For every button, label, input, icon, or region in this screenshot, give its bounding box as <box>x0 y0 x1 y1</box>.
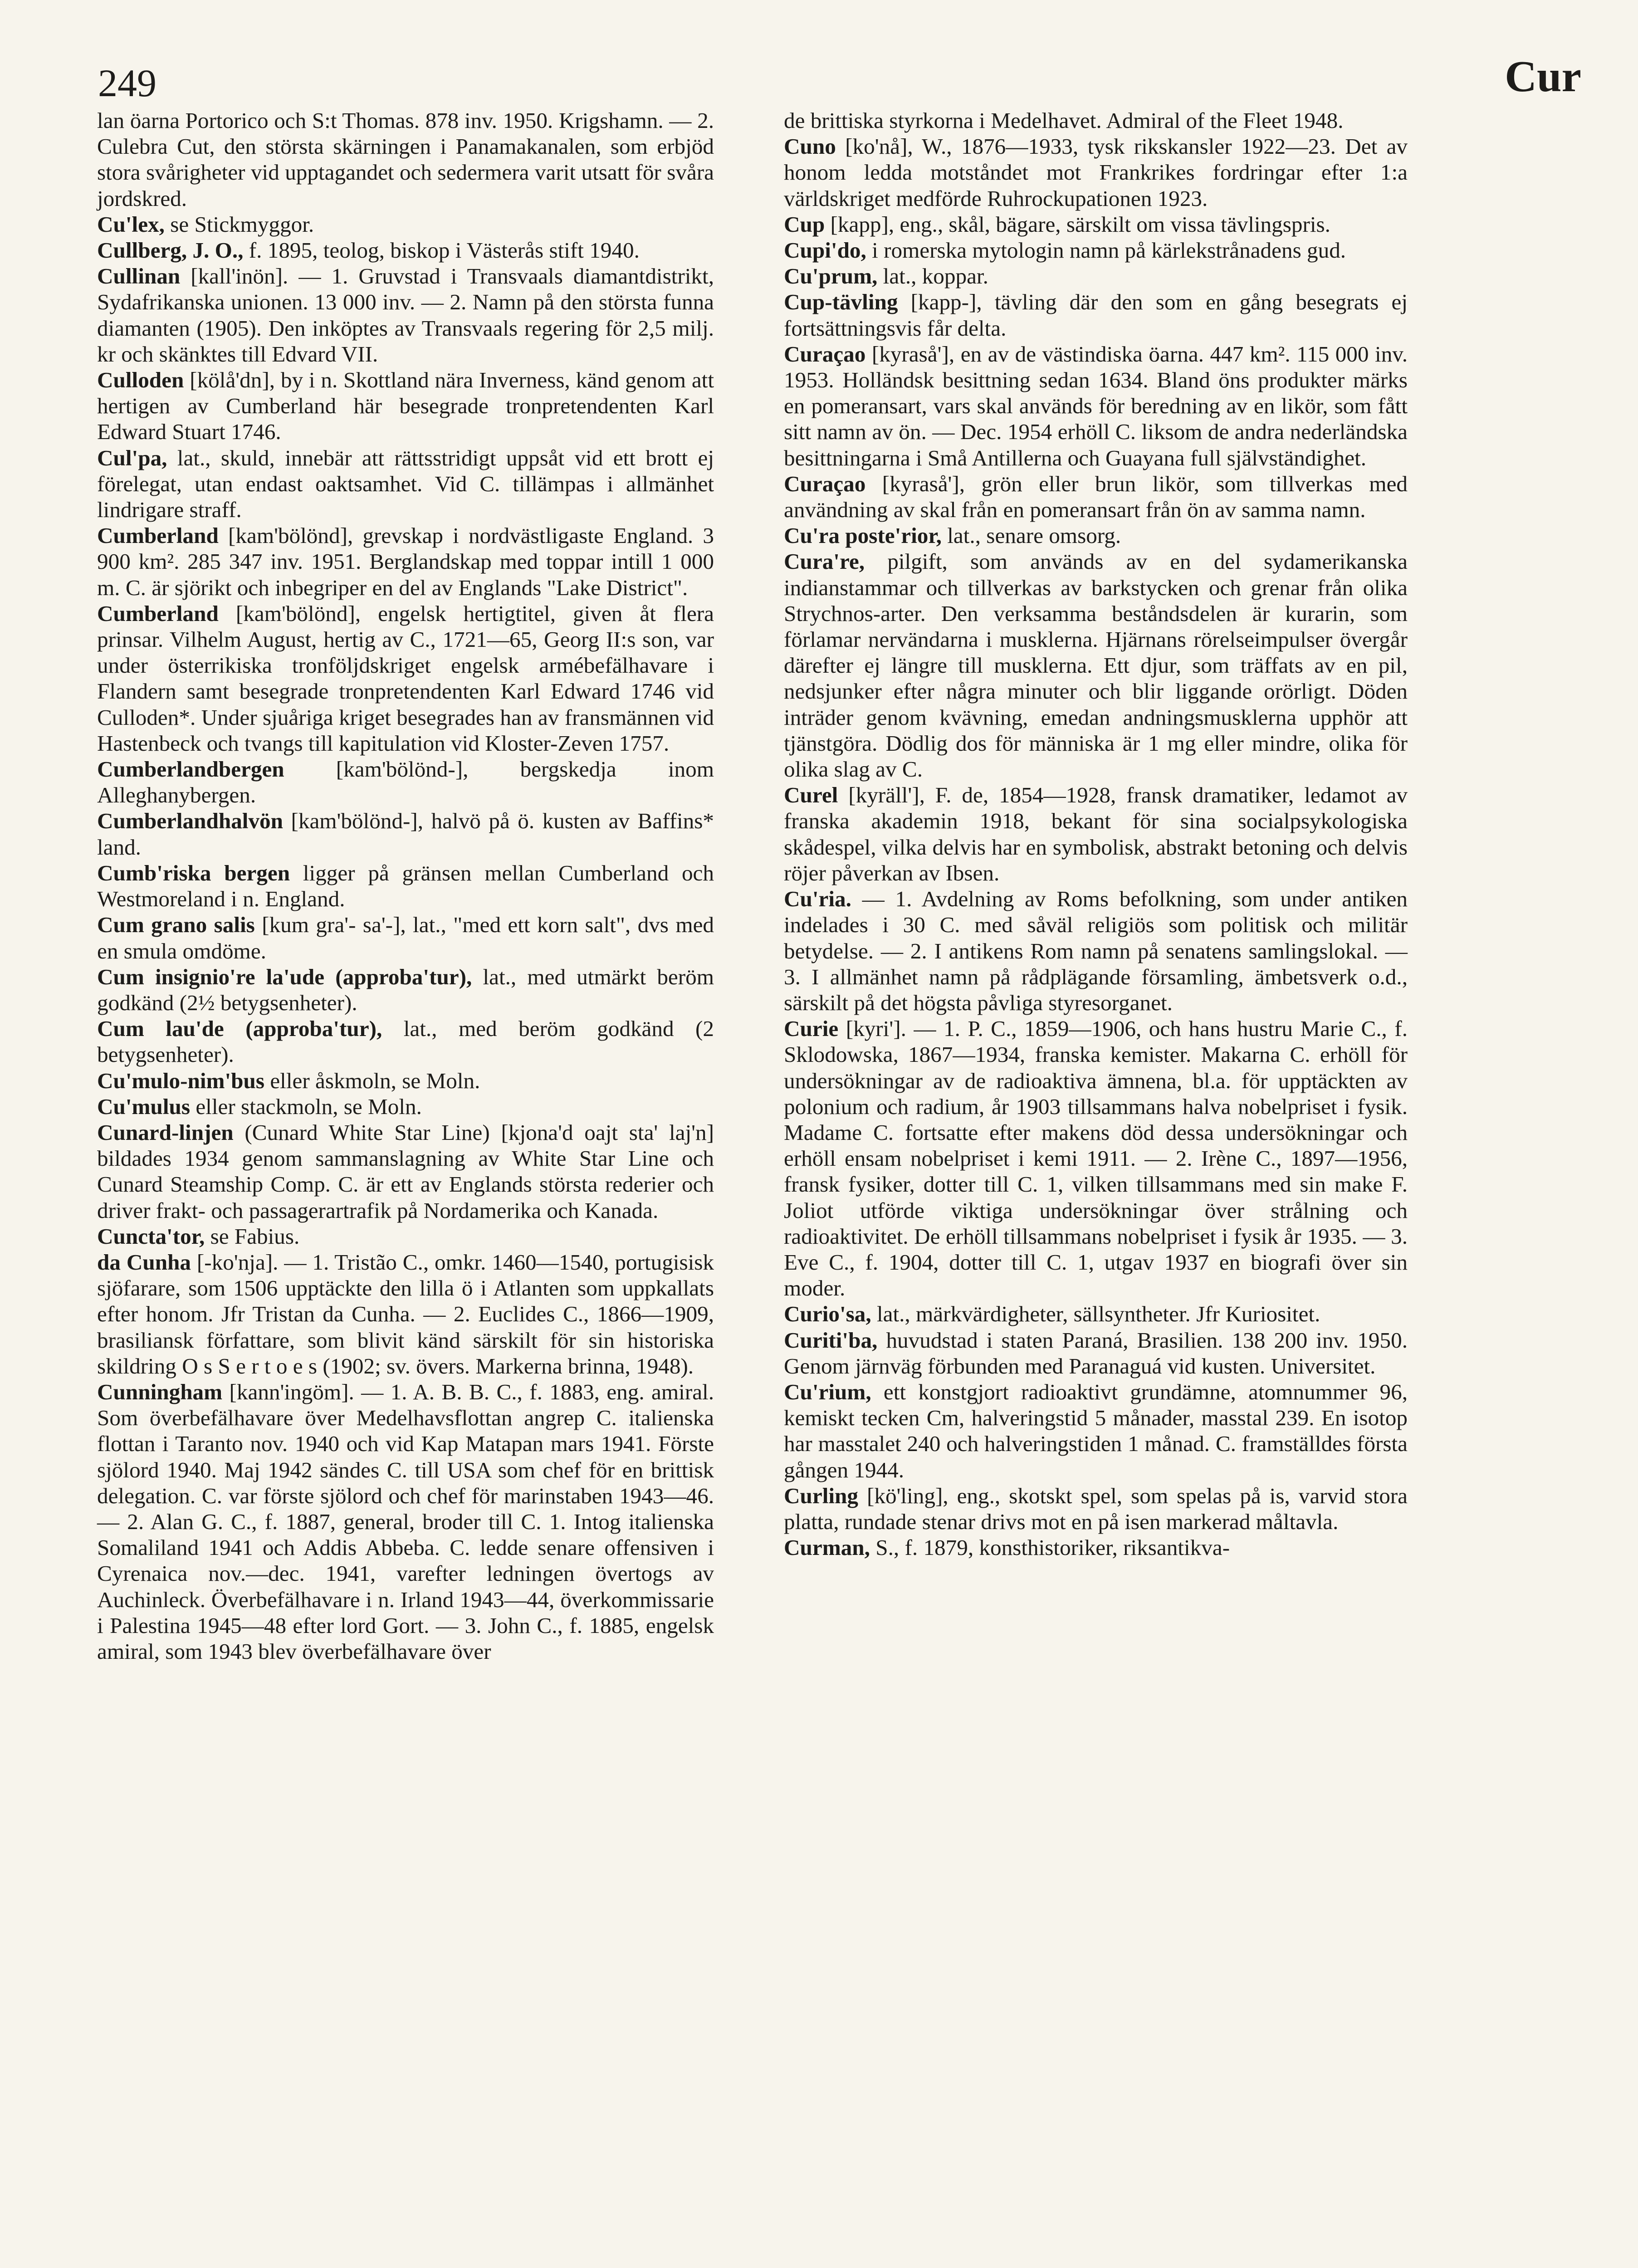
dictionary-entry <box>97 1249 714 1379</box>
entry-headword: Cunningham <box>97 1379 223 1404</box>
entry-headword: Cuncta'tor, <box>97 1223 205 1249</box>
entry-headword: Cu'ra poste'rior, <box>784 523 942 548</box>
dictionary-entry <box>784 108 1408 133</box>
dictionary-entry <box>97 808 714 860</box>
entry-headword: Cumb'riska bergen <box>97 860 290 885</box>
dictionary-entry <box>784 211 1408 237</box>
entry-headword: Cuno <box>784 134 836 159</box>
entry-headword: da Cunha <box>97 1249 191 1275</box>
entry-headword: Cumberlandhalvön <box>97 808 283 834</box>
entry-headword: Cunard-linjen <box>97 1119 234 1145</box>
entry-text: lan öarna Portorico och S:t Thomas. 878 inv. 1950. Krigshamn. — 2. Culebra Cut, den största skärningen i Panamakanalen, som erbjöd stora svårigheter vid upptagandet och sedermera varit utsatt för svåra jordskred. <box>97 108 714 211</box>
entry-headword: Curel <box>784 782 838 808</box>
dictionary-entry <box>784 782 1408 886</box>
entry-headword: Cu'lex, <box>97 211 165 237</box>
dictionary-entry <box>784 523 1408 548</box>
entry-headword: Cumberland <box>97 601 219 626</box>
entry-headword: Cullinan <box>97 264 181 289</box>
entry-text: (Cunard White Star Line) [kjona'd oajt sta' laj'n] bildades 1934 genom sammanslagning av White Star Line och Cunard Steamship Comp. C. är ett av Englands största rederier och driver frakt- och passagerartrafik på Nordamerika och Kanada. <box>97 1119 714 1223</box>
entry-headword: Cu'mulo-nim'bus <box>97 1068 265 1093</box>
entry-text: [kum gra'- sa'-], lat., "med ett korn salt", dvs med en smula omdöme. <box>97 912 714 963</box>
entry-headword: Cup-tävling <box>784 289 898 315</box>
dictionary-entry <box>97 964 714 1016</box>
dictionary-entry <box>97 523 714 601</box>
entry-headword: Cumberlandbergen <box>97 757 284 782</box>
entry-text: [kall'inön]. — 1. Gruvstad i Transvaals diamantdistrikt, Sydafrikanska unionen. 13 000 inv. — 2. Namn på den största funna diamanten (1905). Den inköptes av Transvaals regering för 2,5 milj. kr och skänktes till Edvard VII. <box>97 264 714 367</box>
dictionary-entry <box>97 1379 714 1664</box>
dictionary-entry <box>784 1535 1408 1560</box>
entry-headword: Cura're, <box>784 549 865 574</box>
entry-text: lat., skuld, innebär att rättsstridigt uppsåt vid ett brott ej förelegat, utan endast oaktsamhet. Vid C. tillämpas i allmänhet lindrigare straff. <box>97 445 714 523</box>
entry-text: i romerska mytologin namn på kärlekstrånadens gud. <box>866 238 1346 263</box>
entry-text: ligger på gränsen mellan Cumberland och Westmoreland i n. England. <box>97 860 714 912</box>
dictionary-entry <box>784 263 1408 289</box>
entry-text: S., f. 1879, konsthistoriker, riksantikva- <box>870 1535 1230 1560</box>
dictionary-entry <box>784 471 1408 523</box>
dictionary-entry <box>784 1327 1408 1379</box>
dictionary-entry <box>784 1016 1408 1301</box>
entry-text: [kapp-], tävling där den som en gång besegrats ej fortsättningsvis får delta. <box>784 289 1408 341</box>
guide-word: Cur <box>1505 52 1581 101</box>
entry-text: se Stickmyggor. <box>164 211 314 237</box>
entry-text: [kann'ingöm]. — 1. A. B. B. C., f. 1883, eng. amiral. Som överbefälhavare över Medelhavsflottan angrep C. italienska flottan i Taranto nov. 1940 och vid Kap Matapan mars 1941. Förste sjölord 1940. Maj 1942 sändes C. till USA som chef för en brittisk delegation. C. var förste sjölord och chef för marinstaben 1943—46. — 2. Alan G. C., f. 1887, general, broder till C. 1. Intog italienska Somaliland 1941 och Addis Abbeba. C. ledde senare offensiven i Cyrenaica nov.—dec. 1941, varefter ledningen övertogs av Auchinleck. Överbefälhavare i n. Irland 1943—44, överkommissarie i Palestina 1945—48 efter lord Gort. — 3. John C., f. 1885, engelsk amiral, som 1943 blev överbefälhavare över <box>97 1379 714 1664</box>
entry-headword: Curiti'ba, <box>784 1327 878 1353</box>
entry-headword: Curling <box>784 1483 858 1508</box>
entry-headword: Curie <box>784 1016 839 1041</box>
dictionary-entry <box>784 133 1408 211</box>
dictionary-entry <box>97 756 714 808</box>
entry-text: huvudstad i staten Paraná, Brasilien. 138 200 inv. 1950. Genom järnväg förbunden med Paranaguá vid kusten. Universitet. <box>784 1327 1408 1378</box>
dictionary-entry <box>97 912 714 963</box>
entry-text: f. 1895, teolog, biskop i Västerås stift 1940. <box>243 238 640 263</box>
entry-text: — 1. Avdelning av Roms befolkning, som under antiken indelades i 30 C. med såväl religiös som politisk och militär betydelse. — 2. I antikens Rom namn på senatens samlingslokal. — 3. I allmänhet namn på rådplägande församling, ämbetsverk o.d., särskilt på det högsta påvliga styresorganet. <box>784 886 1408 1015</box>
dictionary-entry <box>784 548 1408 782</box>
left-column <box>97 108 714 1664</box>
entry-text: [kam'bölönd-], bergskedja inom Alleghanybergen. <box>97 757 714 808</box>
entry-headword: Cup <box>784 211 825 237</box>
entry-headword: Cu'prum, <box>784 264 878 289</box>
entry-headword: Cumberland <box>97 523 219 548</box>
entry-headword: Cullberg, J. O., <box>97 238 244 263</box>
entry-headword: Culloden <box>97 367 184 393</box>
entry-text: [kölå'dn], by i n. Skottland nära Inverness, känd genom att hertigen av Cumberland här besegrade tronpretendenten Karl Edward Stuart 1746. <box>97 367 714 445</box>
entry-text: [kam'bölönd], grevskap i nordvästligaste England. 3 900 km². 285 347 inv. 1951. Berglandskap med toppar intill 1 000 m. C. är sjörikt och inbegriper en del av Englands "Lake District". <box>97 523 714 600</box>
entry-text: [kyraså'], grön eller brun likör, som tillverkas med användning av skal från en pomeransart från ön av samma namn. <box>784 471 1408 523</box>
dictionary-entry <box>97 108 714 211</box>
entry-headword: Cum lau'de (approba'tur), <box>97 1016 382 1041</box>
entry-text: eller stackmoln, se Moln. <box>190 1094 422 1119</box>
dictionary-entry <box>784 289 1408 341</box>
dictionary-entry <box>97 1016 714 1067</box>
entry-text: [ko'nå], W., 1876—1933, tysk rikskansler 1922—23. Det av honom ledda motståndet mot Frankrikes fordringar efter 1:a världskriget medförde Ruhrockupationen 1923. <box>784 134 1408 211</box>
entry-text: eller åskmoln, se Moln. <box>264 1068 480 1093</box>
dictionary-entry <box>97 1223 714 1249</box>
dictionary-entry <box>784 1483 1408 1535</box>
entry-text: [kö'ling], eng., skotskt spel, som spelas på is, varvid stora platta, rundade stenar drivs mot en på isen markerad måltavla. <box>784 1483 1408 1534</box>
entry-text: ett konstgjort radioaktivt grundämne, atomnummer 96, kemiskt tecken Cm, halveringstid 5 månader, masstal 239. En isotop har masstalet 240 och halveringstiden 1 månad. C. framställdes första gången 1944. <box>784 1379 1408 1482</box>
entry-text: [kam'bölönd], engelsk hertigtitel, given åt flera prinsar. Vilhelm August, hertig av C., 1721—65, Georg II:s son, var under österrikiska tronföljdskriget engelsk armébefälhavare i Flandern samt besegrade tronpretendenten Karl Edward 1746 vid Culloden*. Under sjuåriga kriget besegrades han av fransmännen vid Hastenbeck och tvangs till kapitulation vid Kloster-Zeven 1757. <box>97 601 714 756</box>
dictionary-entry <box>97 1119 714 1223</box>
entry-text: [kapp], eng., skål, bägare, särskilt om vissa tävlingspris. <box>825 211 1330 237</box>
dictionary-entry <box>784 1301 1408 1327</box>
entry-text: lat., med utmärkt beröm godkänd (2½ betygsenheter). <box>97 964 714 1015</box>
entry-text: [kyraså'], en av de västindiska öarna. 447 km². 115 000 inv. 1953. Holländsk besittning sedan 1634. Bland öns produkter märks en pomeransart, vars skal används för beredning av en likör, som fått sitt namn av ön. — Dec. 1954 erhöll C. liksom de andra nederländska besittningarna i Små Antillerna och Guayana full självständighet. <box>784 341 1408 470</box>
entry-headword: Cu'ria. <box>784 886 851 912</box>
dictionary-entry <box>97 601 714 756</box>
entry-headword: Curaçao <box>784 471 866 496</box>
entry-text: [kyri']. — 1. P. C., 1859—1906, och hans hustru Marie C., f. Sklodowska, 1867—1934, franska kemister. Makarna C. erhöll för undersökningar av de radioaktiva ämnena, bl.a. för upptäckten av polonium och radium, år 1903 tillsammans halva nobelpriset i fysik. Madame C. fortsatte efter makens död dessa undersökningar och erhöll ensam nobelpriset i kemi 1911. — 2. Irène C., 1897—1956, fransk fysiker, dotter till C. 1, vilken tillsammans med sin make F. Joliot utförde viktiga undersökningar över strålning och radioaktivitet. De erhöll tillsammans nobelpriset i fysik år 1935. — 3. Eve C., f. 1904, dotter till C. 1, utgav 1937 en biografi över sin moder. <box>784 1016 1408 1301</box>
entry-headword: Cum grano salis <box>97 912 255 938</box>
dictionary-entry <box>97 263 714 367</box>
entry-headword: Curman, <box>784 1535 870 1560</box>
entry-text: [kam'bölönd-], halvö på ö. kusten av Baffins* land. <box>97 808 714 860</box>
dictionary-entry <box>784 341 1408 471</box>
entry-headword: Curio'sa, <box>784 1301 871 1327</box>
page-number: 249 <box>98 61 156 105</box>
dictionary-entry <box>97 211 714 237</box>
entry-text: [kyräll'], F. de, 1854—1928, fransk dramatiker, ledamot av franska akademin 1918, bekant för sina socialpsykologiska skådespel, vilka delvis har en symbolisk, abstrakt betoning och delvis röjer påverkan av Ibsen. <box>784 782 1408 885</box>
dictionary-entry <box>97 237 714 263</box>
entry-text: de brittiska styrkorna i Medelhavet. Admiral of the Fleet 1948. <box>784 108 1344 133</box>
entry-headword: Cul'pa, <box>97 445 167 470</box>
dictionary-entry <box>784 237 1408 263</box>
entry-text: [-ko'nja]. — 1. Tristão C., omkr. 1460—1540, portugisisk sjöfarare, som 1506 upptäckte den lilla ö i Atlanten som uppkallats efter honom. Jfr Tristan da Cunha. — 2. Euclides C., 1866—1909, brasiliansk författare, som blivit känd särskilt för sin historiska skildring O s S e r t o e s (1902; sv. övers. Markerna brinna, 1948). <box>97 1249 714 1378</box>
dictionary-entry <box>784 1379 1408 1483</box>
entry-text: lat., koppar. <box>877 264 988 289</box>
entry-text: lat., med beröm godkänd (2 betygsenheter). <box>97 1016 714 1067</box>
dictionary-entry <box>97 1068 714 1094</box>
dictionary-entry <box>97 1094 714 1119</box>
right-column <box>784 108 1408 1560</box>
entry-headword: Cum insignio're la'ude (approba'tur), <box>97 964 472 989</box>
entry-headword: Cu'rium, <box>784 1379 871 1404</box>
entry-headword: Cupi'do, <box>784 238 866 263</box>
entry-headword: Curaçao <box>784 341 866 367</box>
dictionary-entry <box>784 886 1408 1016</box>
entry-text: lat., märkvärdigheter, sällsyntheter. Jfr Kuriositet. <box>871 1301 1320 1327</box>
dictionary-entry <box>97 445 714 523</box>
dictionary-entry <box>97 367 714 445</box>
entry-text: lat., senare omsorg. <box>941 523 1121 548</box>
dictionary-entry <box>97 860 714 912</box>
entry-text: pilgift, som används av en del sydamerikanska indianstammar och tillverkas av barkstycken och grenar från olika Strychnos-arter. Den verksamma beståndsdelen är kurarin, som förlamar nervändarna i musklerna. Hjärnans rörelseimpulser övergår därefter ej längre till musklerna. Ett djur, som träffats av en pil, nedsjunker efter några minuter och blir liggande orörligt. Döden inträder genom kvävning, emedan andningsmusklerna upphör att tjänstgöra. Dödlig dos för människa är 1 mg eller mindre, olika för olika slag av C. <box>784 549 1408 782</box>
entry-headword: Cu'mulus <box>97 1094 191 1119</box>
entry-text: se Fabius. <box>205 1223 300 1249</box>
